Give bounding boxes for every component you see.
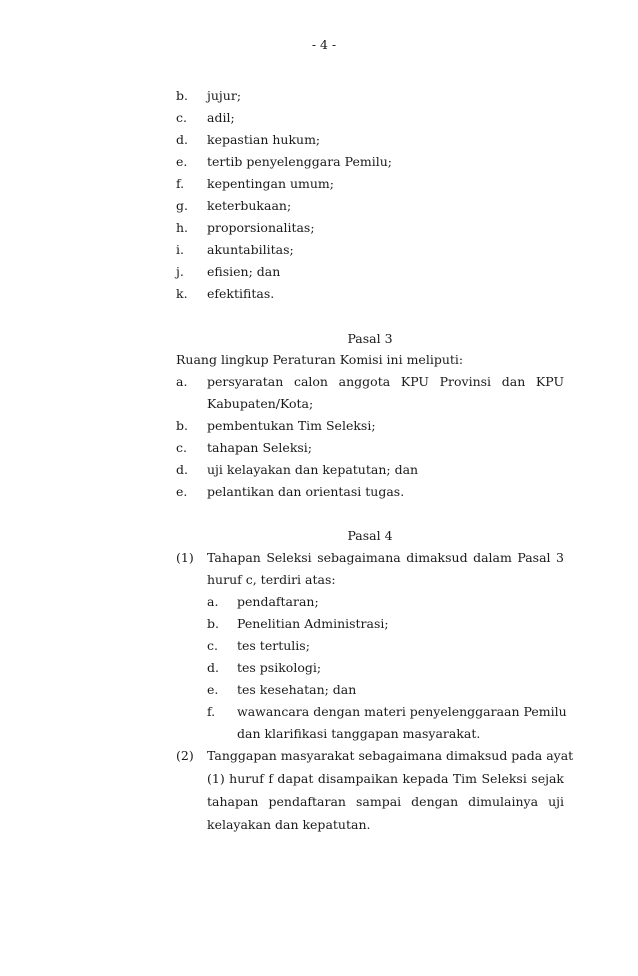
ayat-text: Tanggapan masyarakat sebagaimana dimaksud pada ayat [207, 748, 574, 763]
list-item [176, 283, 564, 305]
list-text: kepastian hukum; [207, 132, 321, 147]
pasal-3-intro: Ruang lingkup Peraturan Komisi ini meliputi: [176, 352, 464, 367]
list-marker: b. [176, 88, 188, 103]
sub-list-marker: f. [207, 704, 216, 719]
ayat-continuation [176, 569, 564, 591]
sub-list-item [176, 701, 567, 723]
list-marker: d. [176, 462, 188, 477]
list-marker: g. [176, 198, 188, 213]
list-marker: e. [176, 484, 188, 499]
sub-list-text: tes tertulis; [237, 638, 310, 653]
list-text: jujur; [207, 88, 242, 103]
ayat-text: tahapan pendaftaran sampai dengan dimulainya uji [207, 794, 564, 809]
list-item [176, 459, 564, 481]
list-text: efektifitas. [207, 286, 275, 301]
list-text: persyaratan calon anggota KPU Provinsi dan KPU [207, 374, 564, 389]
list-text: efisien; dan [207, 264, 281, 279]
sub-list-text: wawancara dengan materi penyelenggaraan Pemilu [237, 704, 567, 719]
list-text: kepentingan umum; [207, 176, 334, 191]
list-item [176, 261, 564, 283]
list-text: pelantikan dan orientasi tugas. [207, 484, 405, 499]
list-item [176, 129, 564, 151]
sub-list-text: Penelitian Administrasi; [237, 616, 389, 631]
list-marker: h. [176, 220, 189, 235]
sub-list-marker: a. [207, 594, 219, 609]
sub-list-item [176, 635, 564, 657]
list-item [176, 239, 564, 261]
list-text: keterbukaan; [207, 198, 292, 213]
list-item [176, 85, 564, 107]
list-item [176, 151, 564, 173]
sub-list-continuation [176, 723, 564, 745]
list-item [176, 481, 564, 503]
list-item [176, 217, 564, 239]
list-text: adil; [207, 110, 235, 125]
list-item-continuation [176, 393, 564, 415]
ayat-continuation [176, 768, 564, 790]
list-marker: e. [176, 154, 188, 169]
list-text: proporsionalitas; [207, 220, 315, 235]
list-marker: f. [176, 176, 185, 191]
list-text: tertib penyelenggara Pemilu; [207, 154, 392, 169]
sub-list-item [176, 657, 564, 679]
ayat-text: (1) huruf f dapat disampaikan kepada Tim Seleksi sejak [207, 771, 564, 786]
list-item [176, 173, 564, 195]
sub-list-text: pendaftaran; [237, 594, 319, 609]
list-marker: d. [176, 132, 188, 147]
list-text: pembentukan Tim Seleksi; [207, 418, 376, 433]
list-item [176, 371, 564, 393]
page-number: - 4 - [311, 37, 337, 52]
ayat-marker: (1) [176, 550, 194, 565]
sub-list-marker: e. [207, 682, 219, 697]
list-marker: b. [176, 418, 188, 433]
list-marker: j. [176, 264, 184, 279]
list-marker: c. [176, 110, 187, 125]
pasal-4-heading: Pasal 4 [347, 528, 393, 543]
list-text: akuntabilitas; [207, 242, 294, 257]
ayat-marker: (2) [176, 748, 194, 763]
ayat-text: huruf c, terdiri atas: [207, 572, 336, 587]
sub-list-marker: b. [207, 616, 219, 631]
list-text: tahapan Seleksi; [207, 440, 313, 455]
ayat-text: Tahapan Seleksi sebagaimana dimaksud dalam Pasal 3 [207, 550, 564, 565]
list-item [176, 415, 564, 437]
sub-list-item [176, 591, 564, 613]
list-text: uji kelayakan dan kepatutan; dan [207, 462, 419, 477]
sub-list-marker: d. [207, 660, 219, 675]
ayat-text: kelayakan dan kepatutan. [207, 817, 371, 832]
pasal-3-heading: Pasal 3 [347, 331, 393, 346]
list-marker: c. [176, 440, 187, 455]
sub-list-text: dan klarifikasi tanggapan masyarakat. [237, 726, 481, 741]
list-marker: a. [176, 374, 188, 389]
ayat-item [176, 547, 564, 569]
sub-list-item [176, 613, 564, 635]
list-marker: i. [176, 242, 184, 257]
list-item [176, 437, 564, 459]
list-text: Kabupaten/Kota; [207, 396, 314, 411]
sub-list-item [176, 679, 564, 701]
ayat-continuation [176, 814, 564, 836]
list-item [176, 195, 564, 217]
ayat-continuation [176, 791, 564, 813]
list-marker: k. [176, 286, 188, 301]
sub-list-text: tes psikologi; [237, 660, 322, 675]
sub-list-marker: c. [207, 638, 218, 653]
ayat-item [176, 745, 574, 767]
list-item [176, 107, 564, 129]
sub-list-text: tes kesehatan; dan [237, 682, 357, 697]
